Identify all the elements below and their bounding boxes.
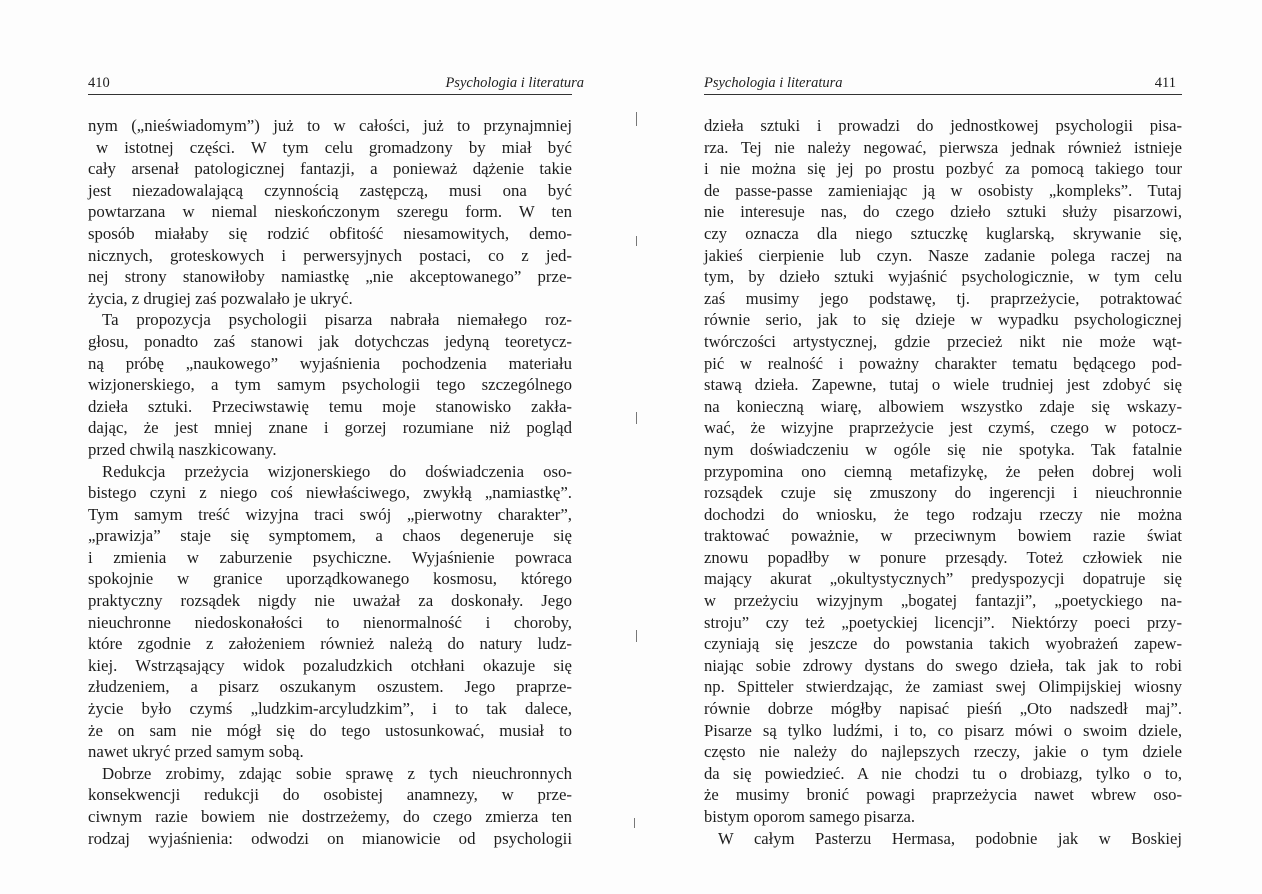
text-line: da się powiedzieć. A nie chodzi tu o drobiazg, tylko o to, <box>704 763 1182 783</box>
text-line: tym, by dzieło sztuki wyjaśnić psychologicznie, w tym celu <box>704 267 1182 287</box>
gutter-mark <box>636 112 637 126</box>
text-line: dochodzi do wniosku, że tego rodzaju rzeczy nie można <box>704 504 1182 524</box>
text-line: nej strony stanowiłoby namiastkę „nie akceptowanego” prze- <box>88 267 572 287</box>
text-line: np. Spitteler stwierdzając, że zamiast swej Olimpijskiej wiosny <box>704 677 1182 697</box>
text-line: powtarzana w niemal nieskończonym szeregu form. W ten <box>88 202 572 222</box>
text-line: i nie można się jej po prostu pozbyć za pomocą takiego tour <box>704 159 1182 179</box>
text-line: nym („nieświadomym”) już to w całości, już to przynajmniej <box>88 116 572 135</box>
text-line: mający akurat „okultystycznych” predyspozycji dopatruje się <box>704 569 1182 589</box>
text-line: sposób miałaby się rodzić obfitość niesamowitych, demo- <box>88 223 572 243</box>
text-line: rodzaj wyjaśnienia: odwodzi on mianowicie od psychologii <box>88 828 572 848</box>
text-line: dzieła sztuki i prowadzi do jednostkowej psychologii pisa- <box>704 116 1182 135</box>
left-page-body <box>88 115 572 849</box>
left-page-number: 410 <box>88 75 110 91</box>
text-line: bistego czyni z niego coś niewłaściwego, zwykłą „namiastkę”. <box>88 483 572 503</box>
text-line: niając sobie zdrowy dystans do swego dzieła, tak jak to robi <box>704 655 1182 675</box>
text-line: traktować poważnie, w przeciwnym bowiem razie świat <box>704 526 1182 546</box>
right-page-header <box>704 74 1182 95</box>
text-line: dając, że jest mniej znane i gorzej rozumiane niż pogląd <box>88 418 572 438</box>
text-line: często nie należy do najlepszych rzeczy, jakie o tym dziele <box>704 742 1182 762</box>
gutter-mark <box>636 412 637 424</box>
text-line: konsekwencji redukcji do osobistej anamnezy, w prze- <box>88 785 572 805</box>
text-line: „prawizja” staje się symptomem, a chaos degeneruje się <box>88 526 572 546</box>
text-line: ciwnym razie bowiem nie dostrzeżemy, do czego zmierza ten <box>88 807 572 826</box>
right-running-title: Psychologia i literatura <box>704 75 843 91</box>
text-line: Redukcja przeżycia wizjonerskiego do doświadczenia oso- <box>102 461 572 481</box>
text-line: jest niezadowalającą czynnością zastępczą, musi ona być <box>88 180 572 200</box>
text-line: nym doświadczeniu w ogóle się nie spotyka. Tak fatalnie <box>704 439 1182 459</box>
text-line: pić w realność i poważny charakter tematu będącego pod- <box>704 353 1182 373</box>
text-line: twórczości artystycznej, gdzie przecież nikt nie może wąt- <box>704 331 1182 351</box>
text-line: kiej. Wstrząsający widok pozaludzkich otchłani okazuje się <box>88 655 572 675</box>
text-line: praktyczny rozsądek nigdy nie uważał za doskonały. Jego <box>88 591 572 611</box>
text-line: wizjonerskiego, a tym samym psychologii tego szczególnego <box>88 375 572 395</box>
text-line: równie dobrze mógłby napisać pieśń „Oto nadszedł maj”. <box>704 699 1182 719</box>
text-line: że on sam nie mógł się do tego ustosunkować, musiał to <box>88 720 572 740</box>
text-line: przed chwilą naszkicowany. <box>88 439 277 459</box>
gutter-mark <box>636 236 637 246</box>
text-line: głosu, ponadto zaś stanowi jak dotychczas jedyną teoretycz- <box>88 331 572 351</box>
text-line: rza. Tej nie należy negować, pierwsza jednak również istnieje <box>704 137 1182 157</box>
right-page-body <box>704 115 1182 849</box>
text-line: rozsądek czuje się zmuszony do ingerencji i nieuchronnie <box>704 483 1182 503</box>
text-line: nawet ukryć przed samym sobą. <box>88 742 304 762</box>
text-line: zaś musimy jego podstawę, tj. praprzeżycie, potraktować <box>704 288 1182 308</box>
text-line: de passe-passe zamieniając ją w osobisty „kompleks”. Tutaj <box>704 180 1182 200</box>
text-line: nicznych, groteskowych i perwersyjnych postaci, co z jed- <box>88 245 572 265</box>
right-page-number: 411 <box>1154 75 1176 91</box>
left-page <box>88 0 584 894</box>
left-page-header <box>88 74 584 95</box>
left-running-title: Psychologia i literatura <box>445 75 584 91</box>
text-line: Tym samym treść wizyjna traci swój „pierwotny charakter”, <box>88 504 572 524</box>
text-line: Ta propozycja psychologii pisarza nabrała niemałego roz- <box>102 310 572 330</box>
text-line: w przeżyciu wizyjnym „bogatej fantazji”, „poetyckiego na- <box>704 591 1182 611</box>
text-line: przypomina ono ciemną metafizykę, że pełen dobrej woli <box>704 461 1182 481</box>
text-line: Pisarze są tylko ludźmi, i to, co pisarz mówi o swoim dziele, <box>704 720 1182 740</box>
text-line: W całym Pasterzu Hermasa, podobnie jak w Boskiej <box>718 828 1182 848</box>
text-line: życie było czymś „ludzkim-arcyludzkim”, i to tak dalece, <box>88 699 572 719</box>
text-line: nieuchronne niedoskonałości to nienormalność i choroby, <box>88 612 572 632</box>
text-line: Dobrze zrobimy, zdając sobie sprawę z tych nieuchronnych <box>102 763 572 783</box>
gutter-mark <box>636 630 637 642</box>
text-line: cały arsenał patologicznej fantazji, a ponieważ dążenie takie <box>88 159 572 179</box>
text-line: jakieś cierpienie lub czyn. Nasze zadanie polega raczej na <box>704 245 1182 265</box>
text-line: które zgodnie z założeniem również należą do natury ludz- <box>88 634 572 654</box>
text-line: dzieła sztuki. Przeciwstawię temu moje stanowisko zakła- <box>88 396 572 416</box>
text-line: i zmienia w zaburzenie psychiczne. Wyjaśnienie powraca <box>88 547 572 567</box>
text-line: złudzeniem, a pisarz oszukanym oszustem. Jego praprze- <box>88 677 572 697</box>
text-line: na konieczną wiarę, albowiem wszystko zdaje się wskazy- <box>704 396 1182 416</box>
text-line: znowu popadłby w ponure przesądy. Toteż człowiek nie <box>704 547 1182 567</box>
text-line: w istotnej części. W tym celu gromadzony by miał być <box>96 137 572 157</box>
text-line: ną próbę „naukowego” wyjaśnienia pochodzenia materiału <box>88 353 572 373</box>
text-line: życia, z drugiej zaś pozwalało je ukryć. <box>88 288 353 308</box>
right-page <box>704 0 1182 894</box>
text-line: nie interesuje nas, do czego dzieło sztuki służy pisarzowi, <box>704 202 1182 222</box>
text-line: czy oznacza dla niego sztuczkę kuglarską, skrywanie się, <box>704 223 1182 243</box>
text-line: czyniają się jeszcze do powstania takich wyobrażeń zapew- <box>704 634 1182 654</box>
text-line: stawą dzieła. Zapewne, tutaj o wiele trudniej jest zdobyć się <box>704 375 1182 395</box>
text-line: wać, że wizyjne praprzeżycie jest czymś, czego w potocz- <box>704 418 1182 438</box>
text-line: stroju” czy też „poetyckiej licencji”. Niektórzy poeci przy- <box>704 612 1182 632</box>
text-line: spokojnie w granice uporządkowanego kosmosu, którego <box>88 569 572 589</box>
text-line: bistym oporom samego pisarza. <box>704 807 916 826</box>
gutter-mark <box>634 818 635 828</box>
text-line: równie serio, jak to się dzieje w wypadku psychologicznej <box>704 310 1182 330</box>
text-line: że musimy bronić powagi praprzeżycia nawet wbrew oso- <box>704 785 1182 805</box>
